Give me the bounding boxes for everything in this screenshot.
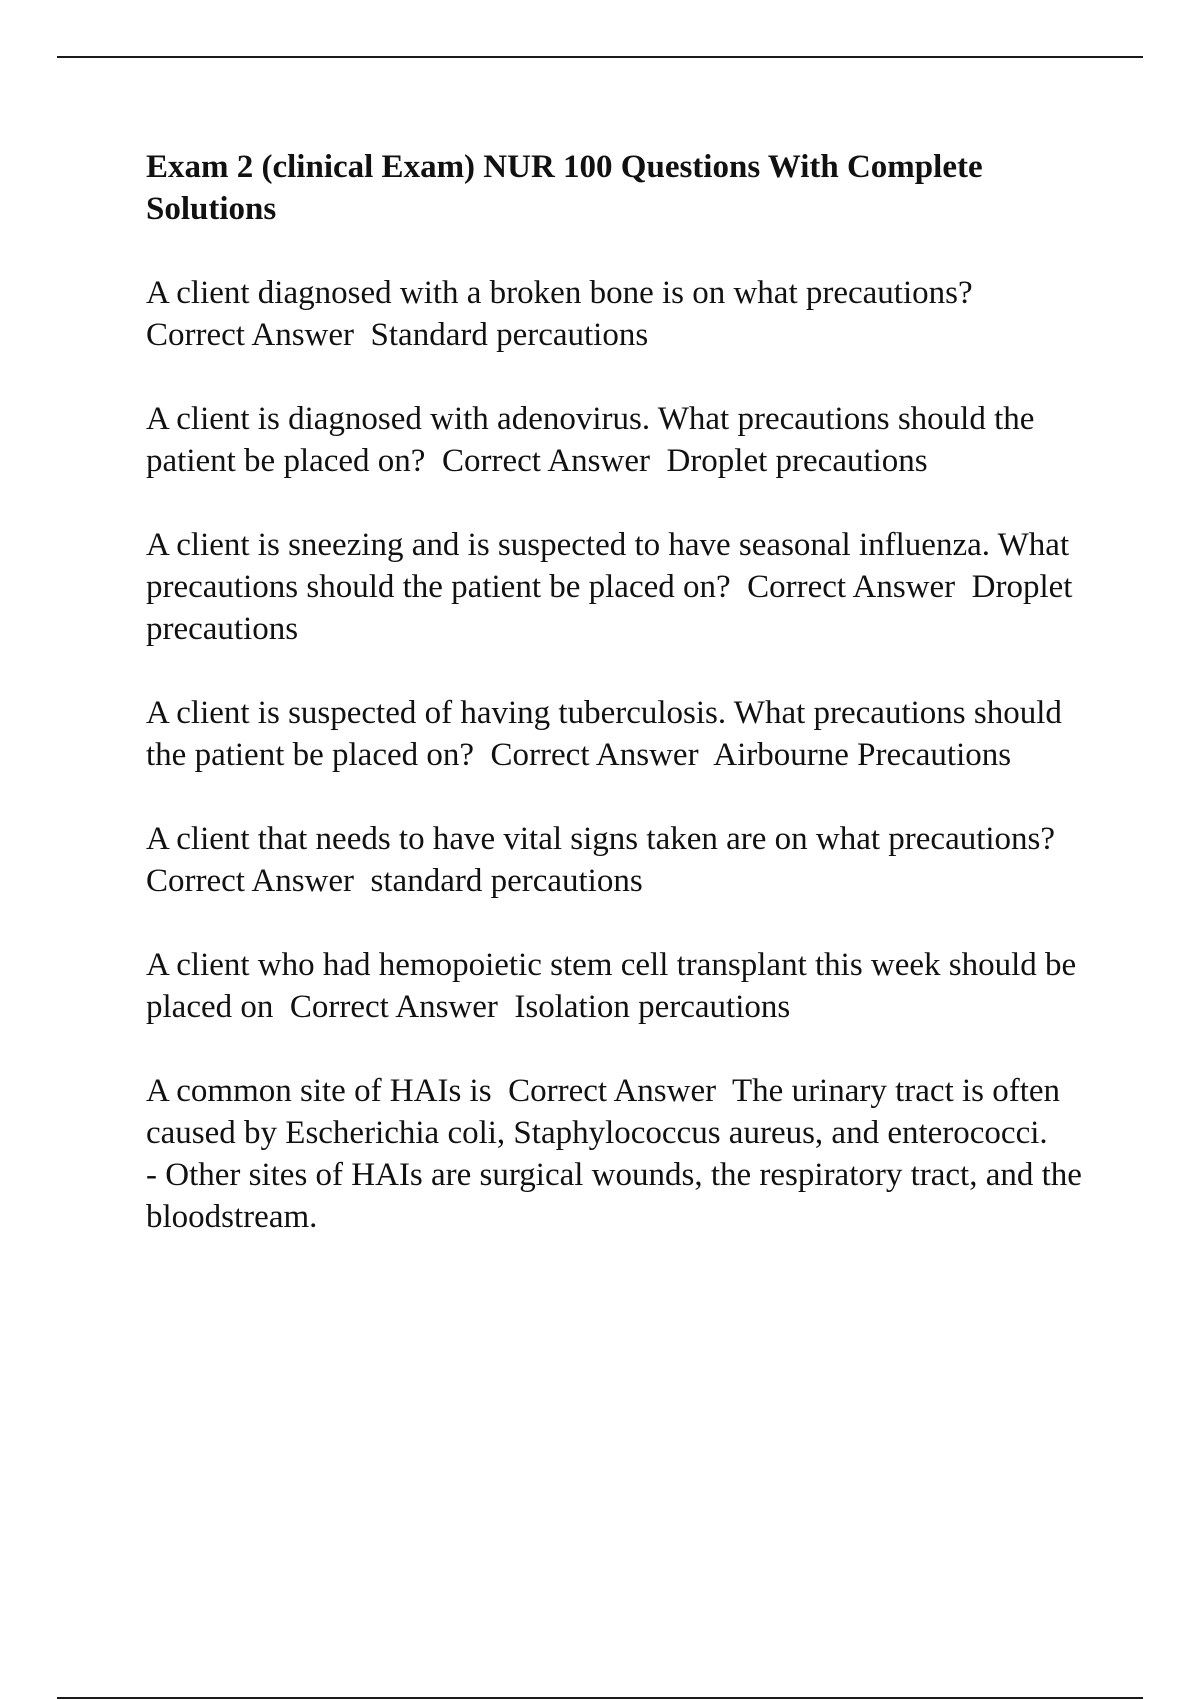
question-text: A client is sneezing and is suspected to have seasonal influenza. What precautions should the patient be placed on? bbox=[146, 527, 1078, 605]
question-text: A common site of HAIs is bbox=[146, 1073, 492, 1109]
question-text: A client that needs to have vital signs taken are on what precautions? bbox=[146, 821, 1056, 857]
qa-item bbox=[146, 1070, 1091, 1238]
answer-text: Standard percautions bbox=[370, 317, 649, 353]
question-text: A client diagnosed with a broken bone is on what precautions? bbox=[146, 275, 973, 311]
question-text: A client is diagnosed with adenovirus. What precautions should the patient be placed on? bbox=[146, 401, 1043, 479]
qa-item bbox=[146, 818, 1086, 902]
correct-answer-label: Correct Answer bbox=[146, 863, 355, 899]
question-text: A client who had hemopoietic stem cell transplant this week should be placed on bbox=[146, 947, 1085, 1025]
correct-answer-label: Correct Answer bbox=[289, 989, 498, 1025]
document-body bbox=[146, 146, 1091, 1280]
correct-answer-label: Correct Answer bbox=[508, 1073, 717, 1109]
answer-text: Isolation percautions bbox=[514, 989, 791, 1025]
answer-text: Droplet precautions bbox=[666, 443, 928, 479]
qa-item bbox=[146, 398, 1086, 482]
qa-item bbox=[146, 692, 1086, 776]
bottom-divider bbox=[57, 1697, 1143, 1699]
correct-answer-label: Correct Answer bbox=[441, 443, 650, 479]
qa-item bbox=[146, 944, 1086, 1028]
answer-text: Droplet precautions bbox=[146, 569, 1081, 647]
correct-answer-label: Correct Answer bbox=[747, 569, 956, 605]
top-divider bbox=[57, 56, 1143, 58]
answer-text: Airbourne Precautions bbox=[713, 737, 1012, 773]
question-text: A client is suspected of having tuberculosis. What precautions should the patient be placed on? bbox=[146, 695, 1071, 773]
qa-item bbox=[146, 272, 1086, 356]
answer-text: standard percautions bbox=[370, 863, 643, 899]
answer-text: The urinary tract is often caused by Escherichia coli, Staphylococcus aureus, and enterococci. bbox=[146, 1073, 1069, 1151]
correct-answer-label: Correct Answer bbox=[146, 317, 355, 353]
qa-item bbox=[146, 524, 1086, 650]
answer-note: - Other sites of HAIs are surgical wounds, the respiratory tract, and the bloodstream. bbox=[146, 1157, 1091, 1235]
document-title: Exam 2 (clinical Exam) NUR 100 Questions With Complete Solutions bbox=[146, 149, 983, 227]
correct-answer-label: Correct Answer bbox=[490, 737, 699, 773]
